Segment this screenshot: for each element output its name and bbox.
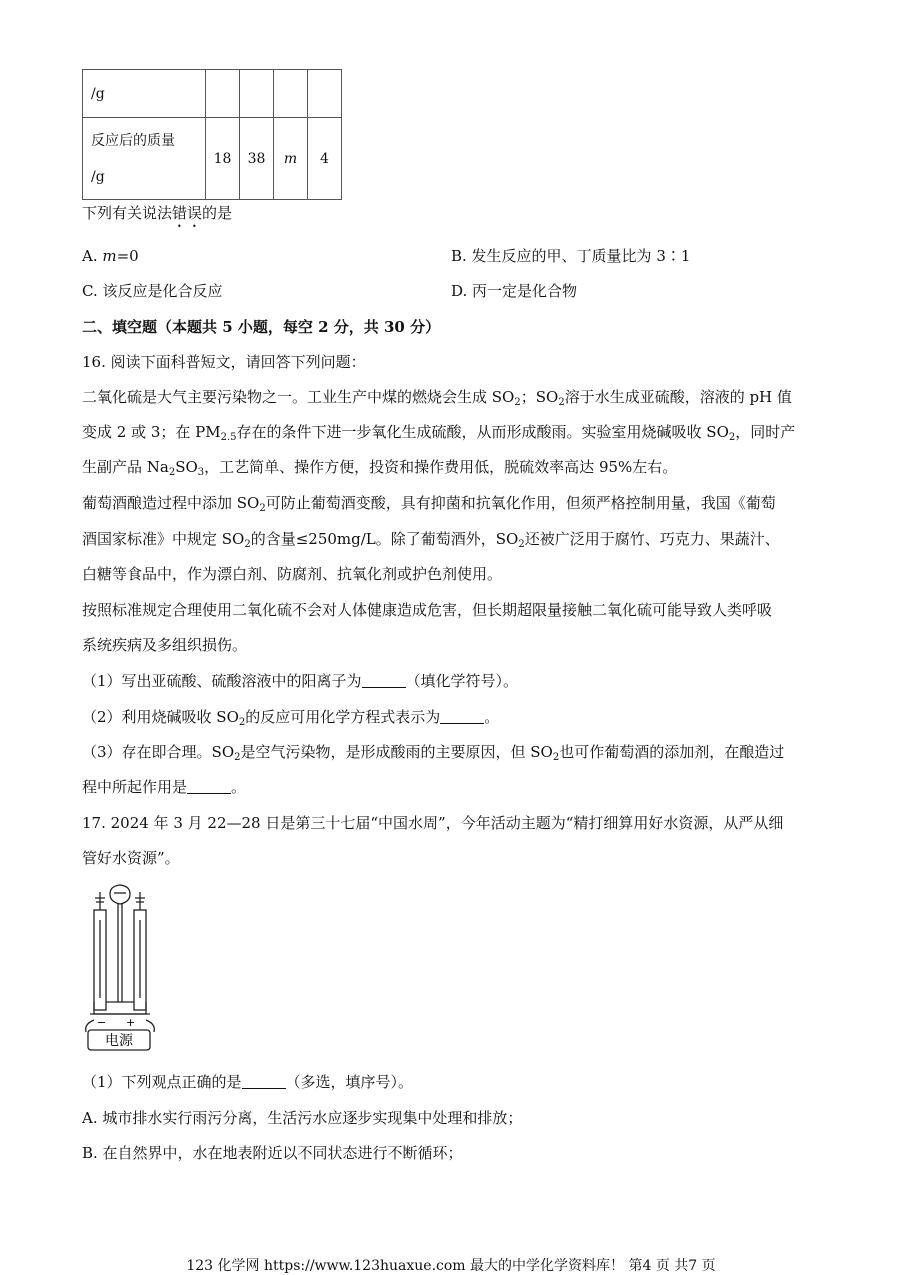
q16-paragraph-2-line-3: 白糖等食品中，作为漂白剂、防腐剂、抗氧化剂或护色剂使用。 xyxy=(82,565,503,583)
q16-sub-question-3-line-1: （3）存在即合理。$SO_2$是空气污染物，是形成酸雨的主要原因，但 $SO_2$也可作葡萄酒的添加剂，在酿造过 xyxy=(82,743,785,763)
q16-sub-question-1: （1）写出亚硫酸、硫酸溶液中的阳离子为 （填化学符号）。 xyxy=(82,672,519,690)
q17-option-b: B. 在自然界中，水在地表附近以不同状态进行不断循环； xyxy=(82,1144,463,1162)
q16-paragraph-3-line-1: 按照标准规定合理使用二氧化硫不会对人体健康造成危害，但长期超限量接触二氧化硫可能导致人类呼吸 xyxy=(82,601,773,619)
electrode-minus-label: − xyxy=(97,1016,107,1029)
electrolysis-apparatus-diagram xyxy=(80,880,160,1055)
table-cell xyxy=(206,70,240,118)
answer-blank[interactable] xyxy=(362,673,406,688)
table-cell-unit-top: /g xyxy=(83,70,206,118)
table-value-ding: 4 xyxy=(308,118,342,200)
page-footer: 123 化学网 https://www.123huaxue.com 最大的中学化学资料库！ 第4 页 共7 页 xyxy=(186,1258,716,1274)
table-cell xyxy=(274,70,308,118)
q17-stem-line-2: 管好水资源”。 xyxy=(82,849,180,867)
table-cell xyxy=(240,70,274,118)
q17-option-a: A. 城市排水实行雨污分离，生活污水应逐步实现集中处理和排放； xyxy=(82,1109,523,1127)
table-value-yi: 38 xyxy=(240,118,274,200)
table-row-label: 反应后的质量 /g xyxy=(83,118,206,200)
table-value-jia: 18 xyxy=(206,118,240,200)
q15-option-c: C. 该反应是化合反应 xyxy=(82,282,223,300)
table-cell xyxy=(308,70,342,118)
q16-paragraph-1-line-3: 生副产品 $Na_2SO_3$，工艺简单、操作方便，投资和操作费用低，脱硫效率高达 95%左右。 xyxy=(82,458,678,478)
power-supply-label: 电源 xyxy=(105,1033,133,1049)
q16-sub-question-2: （2）利用烧碱吸收 $SO_2$的反应可用化学方程式表示为 。 xyxy=(82,708,500,728)
q16-intro: 16. 阅读下面科普短文，请回答下列问题： xyxy=(82,353,366,371)
q15-option-b: B. 发生反应的甲、丁质量比为 3∶1 xyxy=(451,247,691,265)
q16-sub-question-3-line-2: 程中所起作用是 。 xyxy=(82,778,247,796)
answer-blank[interactable] xyxy=(242,1074,286,1089)
electrode-plus-label: + xyxy=(126,1016,136,1029)
answer-blank[interactable] xyxy=(187,779,231,794)
section-title: 二、填空题（本题共 5 小题，每空 2 分，共 30 分） xyxy=(82,318,441,336)
q16-paragraph-1-line-2: 变成 2 或 3；在 $PM_{2.5}$存在的条件下进一步氧化生成硫酸，从而形成酸雨。实验室用烧碱吸收 $SO_2$，同时产 xyxy=(82,423,796,443)
answer-blank[interactable] xyxy=(440,709,484,724)
q16-paragraph-2-line-1: 葡萄酒酿造过程中添加 $SO_2$可防止葡萄酒变酸，具有抑菌和抗氧化作用，但须严格控制用量，我国《葡萄 xyxy=(82,494,776,514)
q17-sub-question-1: （1）下列观点正确的是 （多选，填序号）。 xyxy=(82,1073,414,1091)
q17-stem-line-1: 17. 2024 年 3 月 22—28 日是第三十七届“中国水周”，今年活动主题为“精打细算用好水资源，从严从细 xyxy=(82,814,784,832)
mass-table xyxy=(82,69,342,200)
q15-option-a: A. m=0 xyxy=(82,247,139,265)
q16-paragraph-3-line-2: 系统疾病及多组织损伤。 xyxy=(82,636,248,654)
q15-option-d: D. 丙一定是化合物 xyxy=(451,282,578,300)
q16-paragraph-1-line-1: 二氧化硫是大气主要污染物之一。工业生产中煤的燃烧会生成 $SO_2$；$SO_2$溶于水生成亚硫酸，溶液的 pH 值 xyxy=(82,388,792,408)
q16-paragraph-2-line-2: 酒国家标准》中规定 $SO_2$的含量≤250mg/L。除了葡萄酒外，$SO_2$还被广泛用于腐竹、巧克力、果蔬汁、 xyxy=(82,530,780,550)
table-value-bing: m xyxy=(274,118,308,200)
q15-stem: 下列有关说法错误的是 xyxy=(82,204,233,222)
